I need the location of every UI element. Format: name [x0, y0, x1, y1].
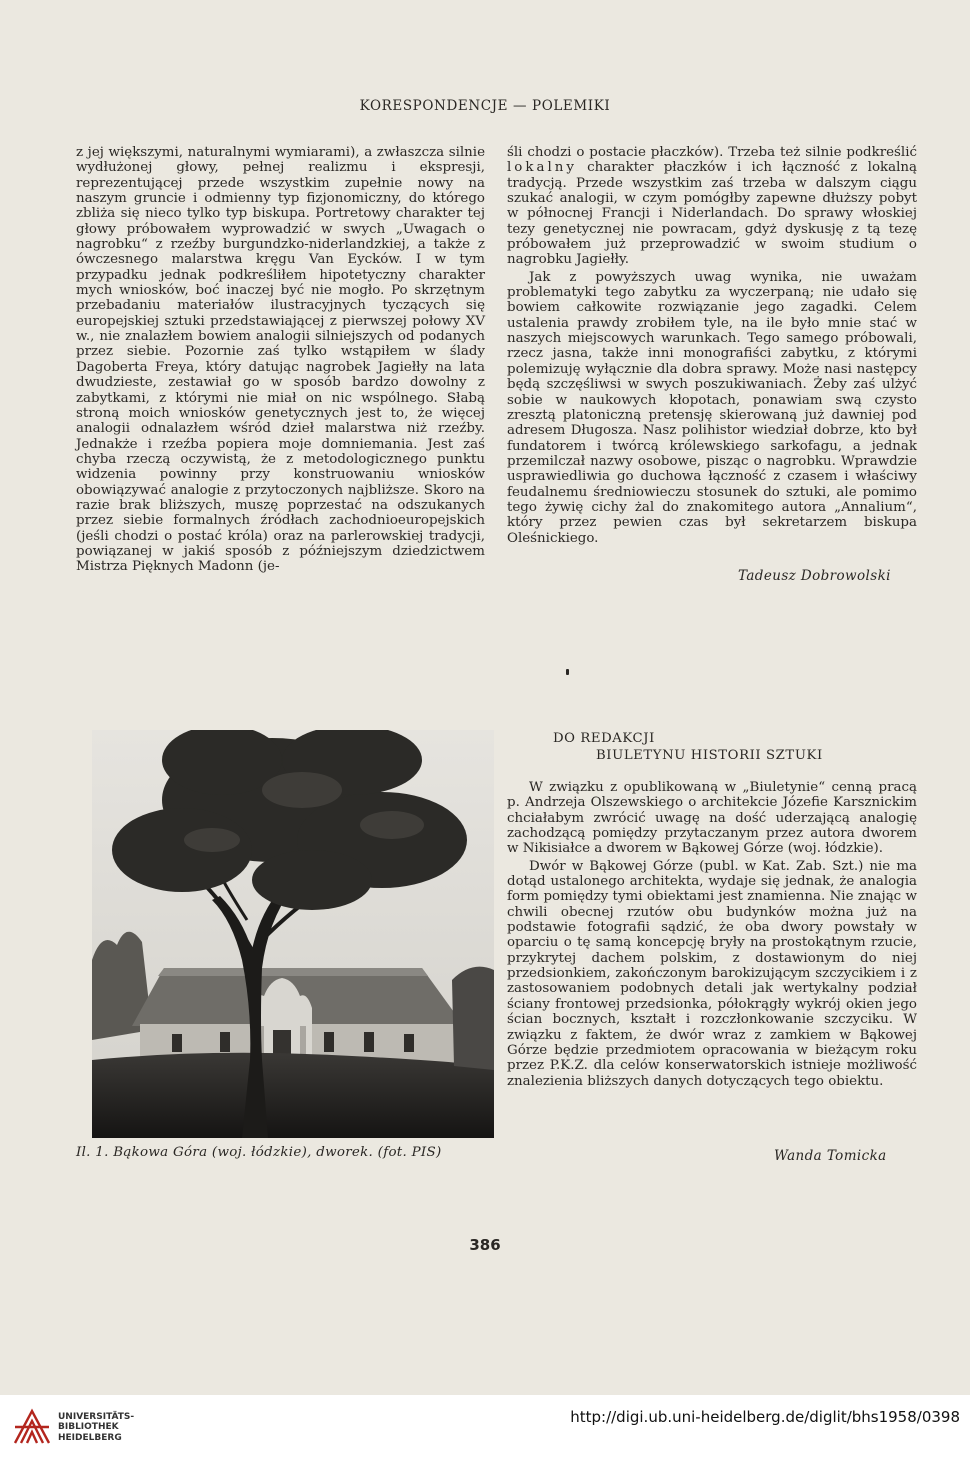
running-head: KORESPONDENCJE — POLEMIKI — [359, 98, 611, 114]
article2-paragraph: Dwór w Bąkowej Górze (publ. w Kat. Zab. Szt.) nie ma dotąd ustalonego architekta, wydaje się jednak, że analogia form pomiędzy tymi obiektami jest znamienna. Nie znając w chwili obecnej rzutów obu budynków można już na podstawie fotografii sądzić, że oba dwory powstały w oparciu o tę samą koncepcję bryły na prostokątnym rzucie, przykrytej dachem polskim, z dostawionym do niej przedsionkiem, zakończonym barokizującym szczycikiem i z zastosowaniem podobnych detali jak wertykalny podział ściany frontowej przedsionka, półokrągły wykrój okien jego ścian bocznych, kształt i rozczłonkowanie szczyciku. W związku z faktem, że dwór wraz z zamkiem w Bąkowej Górze będzie przedmiotem opracowania w bieżącym roku przez P.K.Z. dla celów konserwatorskich istnieje możliwość znalezienia bliższych danych dotyczących tego obiektu. — [507, 858, 917, 1089]
library-name-line: BIBLIOTHEK — [58, 1422, 119, 1433]
article1-column-right — [507, 145, 917, 546]
article2-column — [507, 780, 917, 1089]
emphasis-spaced: lokalny — [507, 160, 577, 176]
permalink-url[interactable]: http://digi.ub.uni-heidelberg.de/diglit/bhs1958/0398 — [570, 1408, 960, 1426]
library-name — [58, 1412, 134, 1443]
university-library-logo-icon — [11, 1405, 53, 1447]
ink-speck — [566, 669, 569, 675]
library-name-line: UNIVERSITÄTS- — [58, 1412, 135, 1422]
library-name-line: HEIDELBERG — [58, 1432, 122, 1443]
page-number: 386 — [469, 1236, 501, 1254]
article1-paragraph: z jej większymi, naturalnymi wymiarami), a zwłaszcza silnie wydłużonej głowy, pełnej realizmu i ekspresji, reprezentującej przede wszystkim zupełnie nowy na naszym gruncie i odmienny typ fizjonomiczny, do którego zbliża się nieco tylko typ biskupa. Portretowy charakter tej głowy próbowałem wyprowadzić w swych „Uwagach o nagrobku“ z rzeźby burgundzko-niderlandzkiej, a także z ówczesnego malarstwa kręgu Van Eycków. I w tym przypadku jednak podkreśliłem hipotetyczny charakter mych wniosków, boć inaczej być nie mogło. Po skrzętnym przebadaniu materiałów ilustracyjnych tyczących się europejskiej sztuki przedstawiającej z pierwszej połowy XV w., nie znalazłem bowiem analogii silniejszych od podanych przez siebie. Pozornie zaś tylko wstąpiłem w ślady Dagoberta Freya, który datując nagrobek Jagiełły na lata dwudzieste, zestawiał go w sposób bardzo dowolny z zabytkami, z którymi nie miał on nic wspólnego. Słabą stroną moich wniosków genetycznych jest to, że więcej analogii odnalazłem wśród dzieł malarstwa niż rzeźby. Jednakże i rzeźba popiera moje domniemania. Jest zaś chyba rzeczą oczywistą, że z metodologicznego punktu widzenia powinny przy konstruowaniu wniosków obowiązywać analogie z przytoczonych najbliższe. Skoro na razie brak bliższych, muszę poprzestać na odszukanych przez siebie formalnych źródłach zachodnioeuropejskich (jeśli chodzi o postać króla) oraz na parlerowskiej tradycji, powiązanej w jakiś sposób z późniejszym dziedzictwem Mistrza Pięknych Madonn (je- — [76, 145, 485, 575]
photograph-manor-house — [92, 730, 494, 1138]
text-run: charakter płaczków i ich łączność z lokalną tradycją. Przede wszystkim zaś trzeba w dalszym ciągu szukać analogii, w czym pomógłby zapewne dłuższy pobyt w północnej Francji i Niderlandach. Do sprawy włoskiej tezy genetycznej nie powracam, gdyż dyskusję z tą tezę próbowałem już przeprowadzić w swoim studium o nagrobku Jagiełły. — [507, 160, 917, 268]
letter-heading-line1: DO REDAKCJI — [553, 731, 655, 746]
article1-paragraph — [507, 145, 917, 268]
figure-caption: Il. 1. Bąkowa Góra (woj. łódzkie), dworek. (fot. PIS) — [76, 1145, 442, 1160]
text-run: śli chodzi o postacie płaczków). Trzeba też silnie podkreślić — [507, 145, 917, 160]
footer-bar — [0, 1395, 970, 1465]
article1-column-left — [76, 145, 485, 575]
article1-signature: Tadeusz Dobrowolski — [738, 568, 891, 584]
letter-heading-line2: BIULETYNU HISTORII SZTUKI — [596, 748, 823, 763]
article1-paragraph: Jak z powyższych uwag wynika, nie uważam problematyki tego zabytku za wyczerpaną; nie udało się bowiem całkowite rozwiązanie jego zagadki. Celem ustalenia prawdy zrobiłem tyle, na ile było mnie stać w naszych miejscowych warunkach. Tego samego próbowali, rzecz jasna, także inni monografiści zabytku, z którymi polemizuję wyłącznie dla dobra sprawy. Może nasi następcy będą szczęśliwsi w swych poszukiwaniach. Żeby zaś ulżyć sobie w naukowych kłopotach, ponawiam swą czysto zresztą platoniczną pretensję skierowaną już dawniej pod adresem Długosza. Nasz polihistor wiedział dobrze, kto był fundatorem i twórcą królewskiego sarkofagu, a jednak przemilczał nazwy osobowe, pisząc o nagrobku. Wprawdzie usprawiedliwia go duchowa łączność z czasem i właściwy feudalnemu średniowieczu stosunek do sztuki, ale pomimo tego żywię cichy żal do znakomitego autora „Annalium“, który przez pewien czas był sekretarzem biskupa Oleśnickiego. — [507, 269, 917, 546]
article2-signature: Wanda Tomicka — [774, 1148, 887, 1164]
article2-paragraph: W związku z opublikowaną w „Biuletynie“ cenną pracą p. Andrzeja Olszewskiego o architekcie Józefie Karsznickim chciałabym zwrócić uwagę na dość uderzającą analogię zachodzącą pomiędzy przytaczanym przez autora dworem w Nikisiałce a dworem w Bąkowej Górze (woj. łódzkie). — [507, 780, 917, 857]
